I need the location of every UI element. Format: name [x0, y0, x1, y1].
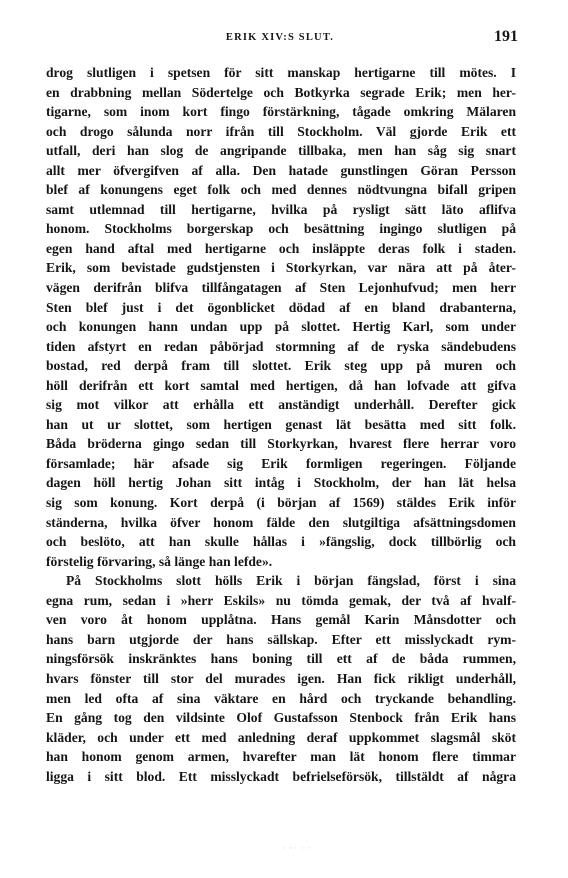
running-title: ERIK XIV:S SLUT. [225, 32, 335, 43]
text-line: dagen höll hertig Johan sitt intåg i Stockholm, der han lät helsa [46, 475, 516, 491]
text-line: hvars fönster till stor del murades igen. Han fick rikligt underhåll, [46, 670, 516, 686]
text-line: ningsförsök inskränktes hans boning till ett af de båda rummen, [46, 651, 516, 667]
text-line: En gång tog den vildsinte Olof Gustafsson Stenbock från Erik hans [46, 710, 516, 726]
running-head [42, 28, 518, 50]
text-line: tiden afstyrt en redan påbörjad stormning af de ryska sändebudens [46, 338, 516, 354]
text-line: en drabbning mellan Södertelge och Botkyrka segrade Erik; men her- [46, 84, 516, 100]
text-line: blef af konungens eget folk och med dennes nödtvungna bifall gripen [46, 182, 516, 198]
faint-library-stamp: · ·· · · [282, 843, 312, 853]
text-line: drog slutligen i spetsen för sitt manskap hertigarne till mötes. I [46, 65, 516, 80]
text-line: hans barn utgjorde der hans sällskap. Efter ett misslyckadt rym- [46, 631, 516, 647]
text-line: förstelig förvaring, så länge han lefde». [46, 553, 273, 569]
text-line: ständerna, hvilka öfver honom fälde den slutgiltiga afsättningsdomen [46, 514, 516, 530]
text-line: och drogo sålunda norr ifrån till Stockholm. Väl gjorde Erik ett [46, 123, 516, 139]
text-line: tigarne, som inom kort fingo förstärkning, tågade omkring Mälaren [46, 104, 516, 120]
text-line: församlade; här afsade sig Erik formligen regeringen. Följande [46, 455, 516, 471]
text-line: och konungen hann undan upp på slottet. Hertig Karl, som under [46, 319, 516, 335]
text-line: egna rum, sedan i »herr Eskils» nu tömda gemak, der två af hvalf- [46, 592, 516, 608]
text-line: han ut ur slottet, som hertigen genast lät besätta med sitt folk. [46, 416, 516, 432]
text-line: höll derifrån ett kort samtal med hertigen, då han lofvade att gifva [46, 377, 516, 393]
text-line: kläder, och under ett med anledning deraf uppkommet slagsmål sköt [46, 729, 516, 745]
page-number: 191 [494, 28, 518, 45]
text-line: egen hand aftal med hertigarne och insläppte deras folk i staden. [46, 240, 516, 256]
text-line: sig mot vilkor att erhålla ett anständigt underhåll. Derefter gick [46, 397, 516, 413]
text-line: ligga i sitt blod. Ett misslyckadt befrielseförsök, tillstäldt af några [46, 768, 516, 784]
text-line: men led ofta af sina väktare en hård och tryckande behandling. [46, 690, 516, 706]
text-line: och beslöto, att han skulle hållas i »fängslig, dock tillbörlig och [46, 534, 516, 550]
text-line: sig som konung. Kort derpå (i början af 1569) stäldes Erik inför [46, 495, 516, 511]
text-line: Erik, som bevistade gudstjensten i Storkyrkan, var nära att på åter- [46, 260, 516, 276]
text-line: Båda bröderna gingo sedan till Storkyrkan, hvarest flere herrar voro [46, 436, 516, 452]
text-line: På Stockholms slott hölls Erik i början fängslad, först i sina [66, 573, 516, 589]
body-text [46, 63, 516, 786]
text-line: vägen derifrån blifva tillfångatagen af Sten Lejonhufvud; men herr [46, 280, 516, 296]
text-line: Sten blef just i det ögonblicket dödad af en bland drabanterna, [46, 299, 516, 315]
text-line: samt utlemnad till hertigarne, hvilka på rysligt sätt läto aflifva [46, 201, 516, 217]
text-line: honom. Stockholms borgerskap och besättning ingingo slutligen på [46, 221, 516, 237]
text-line: ven voro åt honom upplåtna. Hans gemål Karin Månsdotter och [46, 612, 516, 628]
text-line: allt mer öfvergifven af alla. Den hatade gunstlingen Göran Persson [46, 162, 516, 178]
text-line: han honom genom armen, hvarefter man lät honom flere timmar [46, 749, 516, 765]
text-line: bostad, red derpå fram till slottet. Erik steg upp på muren och [46, 358, 516, 374]
text-line: utfall, deri han slog de angripande tillbaka, men han såg sig snart [46, 143, 516, 159]
